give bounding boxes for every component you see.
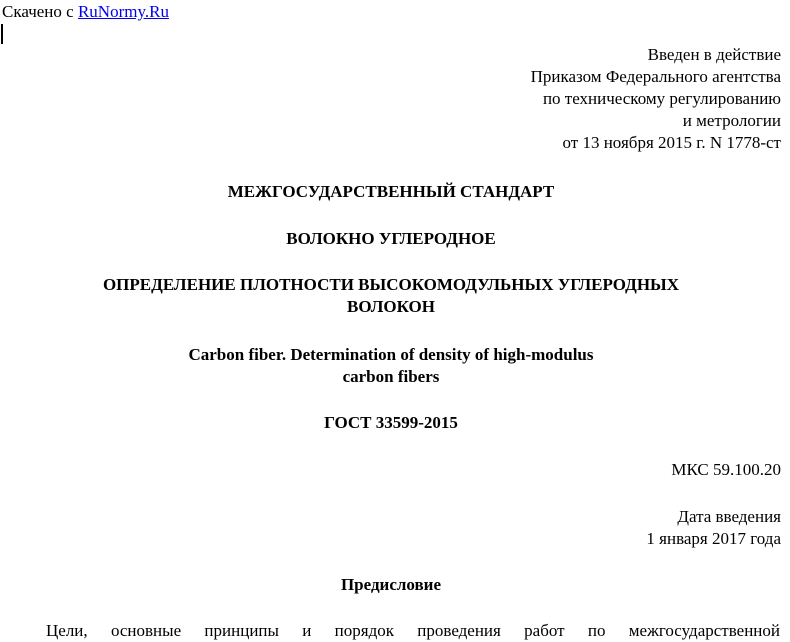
approval-line: от 13 ноября 2015 г. N 1778-ст	[562, 133, 781, 152]
english-title	[0, 344, 782, 388]
subtitle-line: ВОЛОКОН	[347, 297, 435, 316]
source-link[interactable]: RuNormy.Ru	[77, 2, 169, 21]
approval-line: Введен в действие	[647, 45, 781, 64]
mks-code: МКС 59.100.20	[671, 460, 781, 479]
english-title-line: Carbon fiber. Determination of density of high-modulus	[188, 345, 594, 364]
gost-number: ГОСТ 33599-2015	[324, 413, 458, 432]
subtitle-line: ОПРЕДЕЛЕНИЕ ПЛОТНОСТИ ВЫСОКОМОДУЛЬНЫХ УГЛЕРОДНЫХ	[102, 275, 680, 294]
introduction-date-label: Дата введения	[677, 507, 781, 526]
text-cursor	[1, 24, 3, 44]
approval-line: Приказом Федерального агентства	[530, 67, 781, 86]
standard-type-heading: МЕЖГОСУДАРСТВЕННЫЙ СТАНДАРТ	[227, 182, 555, 201]
english-title-line: carbon fibers	[342, 367, 440, 386]
document-subtitle	[0, 274, 782, 318]
foreword-heading: Предисловие	[340, 575, 442, 594]
document-title: ВОЛОКНО УГЛЕРОДНОЕ	[286, 229, 496, 248]
approval-line: и метрологии	[682, 111, 781, 130]
approval-block	[531, 44, 781, 154]
introduction-date-block	[646, 506, 781, 550]
foreword-paragraph: Цели, основные принципы и порядок проведения работ по межгосударственной	[46, 621, 780, 640]
source-line	[2, 1, 169, 23]
source-prefix: Скачено с	[2, 2, 78, 21]
approval-line: по техническому регулированию	[542, 89, 781, 108]
introduction-date-value: 1 января 2017 года	[646, 529, 781, 548]
